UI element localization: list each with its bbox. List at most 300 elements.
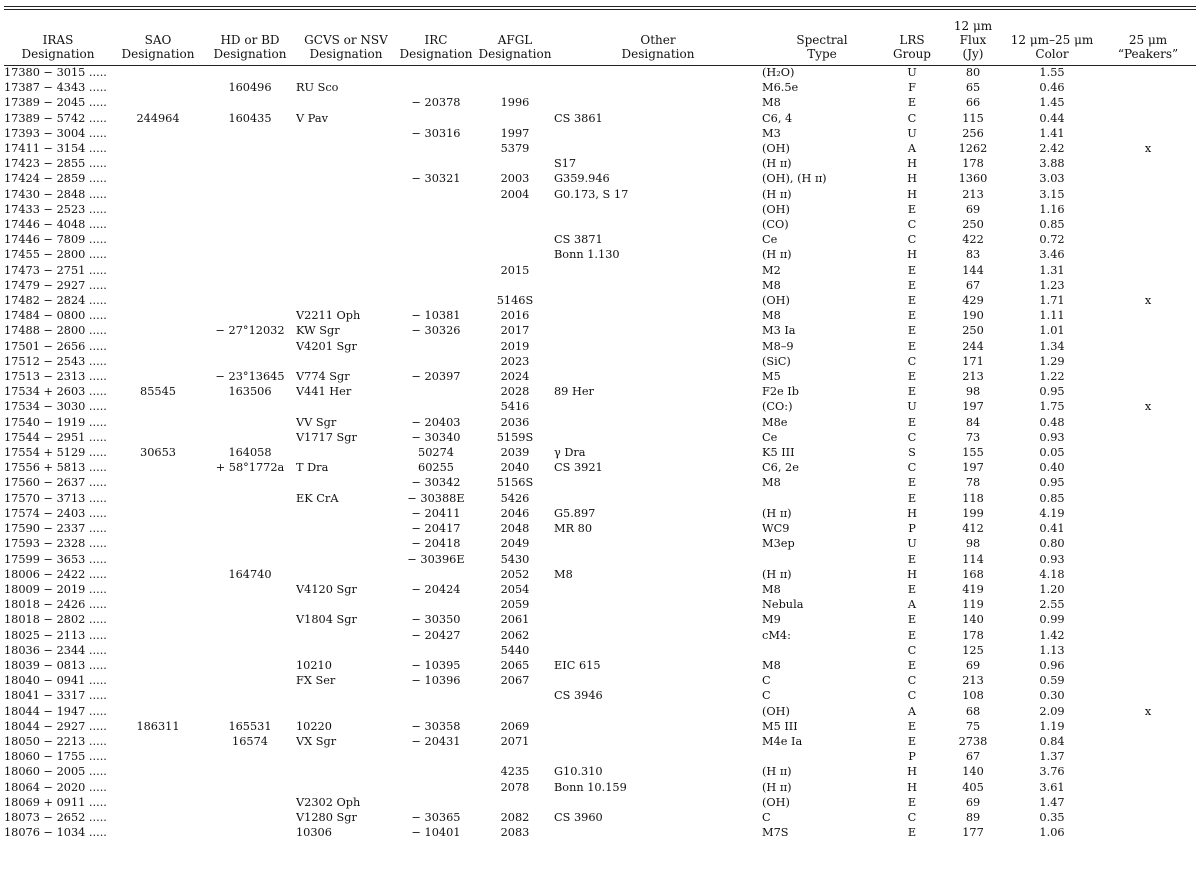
table-row	[4, 156, 1196, 171]
header-irc-designation-line: Designation	[399, 47, 473, 61]
cell-irc-designation: − 20427	[411, 628, 461, 642]
cell-spectral-type: M8	[762, 96, 781, 110]
cell-irc-designation: − 20418	[411, 537, 461, 551]
cell-flux-12um: 405	[962, 780, 984, 794]
cell-irc-designation	[396, 384, 476, 399]
cell-iras-designation: 18018 − 2802 .....	[4, 613, 107, 627]
cell-iras-designation: 17593 − 2328 .....	[4, 537, 107, 551]
cell-color-12-25um: 0.85	[1039, 491, 1065, 505]
cell-peakers-25um	[1100, 749, 1196, 764]
cell-afgl-designation: 2061	[500, 613, 530, 627]
cell-afgl-designation	[476, 217, 554, 232]
cell-hd-bd-designation: 164058	[228, 446, 272, 460]
cell-iras-designation: 17554 + 5129 .....	[4, 446, 107, 460]
cell-sao-designation	[112, 628, 204, 643]
cell-afgl-designation: 2036	[500, 415, 530, 429]
cell-peakers-25um	[1100, 339, 1196, 354]
cell-irc-designation: − 30388E	[407, 491, 465, 505]
cell-sao-designation	[112, 187, 204, 202]
cell-spectral-type: M5 III	[762, 719, 798, 733]
cell-peakers-25um	[1100, 643, 1196, 658]
cell-irc-designation: − 10381	[411, 309, 461, 323]
cell-hd-bd-designation	[204, 202, 296, 217]
cell-flux-12um: 213	[962, 187, 984, 201]
cell-flux-12um: 73	[965, 430, 981, 444]
cell-afgl-designation: 2024	[500, 370, 530, 384]
header-afgl-designation	[476, 14, 554, 65]
cell-iras-designation: 17430 − 2848 .....	[4, 187, 107, 201]
cell-sao-designation	[112, 764, 204, 779]
cell-other-designation: G5.897	[554, 506, 596, 520]
cell-flux-12um: 69	[965, 202, 981, 216]
cell-lrs-group: H	[907, 248, 917, 262]
header-afgl-designation-line: AFGL	[497, 33, 533, 47]
cell-peakers-25um	[1100, 764, 1196, 779]
cell-iras-designation: 17513 − 2313 .....	[4, 370, 107, 384]
cell-lrs-group: E	[907, 734, 917, 748]
cell-spectral-type: (OH)	[762, 795, 790, 809]
cell-color-12-25um: 0.95	[1039, 385, 1065, 399]
cell-color-12-25um: 1.55	[1039, 66, 1065, 79]
cell-spectral-type: M4e Ia	[762, 734, 803, 748]
cell-hd-bd-designation	[204, 415, 296, 430]
header-color-12-25um-line: Color	[1035, 47, 1069, 61]
cell-other-designation	[554, 308, 762, 323]
cell-color-12-25um: 1.41	[1039, 126, 1065, 140]
cell-irc-designation: − 20403	[411, 415, 461, 429]
cell-iras-designation: 17544 − 2951 .....	[4, 430, 107, 444]
cell-peakers-25um	[1100, 460, 1196, 475]
cell-afgl-designation: 2046	[500, 506, 530, 520]
cell-iras-designation: 17424 − 2859 .....	[4, 172, 107, 186]
cell-irc-designation	[396, 156, 476, 171]
cell-irc-designation: − 20424	[411, 582, 461, 596]
cell-lrs-group: C	[907, 810, 917, 824]
cell-hd-bd-designation: − 23°13645	[215, 370, 285, 384]
cell-sao-designation	[112, 247, 204, 262]
cell-hd-bd-designation	[204, 263, 296, 278]
cell-irc-designation: − 30326	[411, 324, 461, 338]
cell-iras-designation: 18060 − 2005 .....	[4, 765, 107, 779]
cell-other-designation: G359.946	[554, 172, 610, 186]
cell-other-designation: CS 3921	[554, 461, 603, 475]
cell-spectral-type: M6.5e	[762, 81, 799, 95]
cell-peakers-25um	[1100, 384, 1196, 399]
cell-peakers-25um	[1100, 202, 1196, 217]
cell-irc-designation	[396, 780, 476, 795]
cell-other-designation: EIC 615	[554, 658, 601, 672]
cell-lrs-group: A	[907, 142, 917, 156]
cell-flux-12um: 89	[965, 810, 981, 824]
cell-gcvs-nsv-designation	[296, 278, 396, 293]
cell-afgl-designation	[476, 156, 554, 171]
cell-spectral-type: (H ɪɪ)	[762, 506, 792, 520]
table-row	[4, 521, 1196, 536]
cell-spectral-type: (CO:)	[762, 400, 793, 414]
cell-peakers-25um	[1100, 658, 1196, 673]
cell-lrs-group: E	[907, 415, 917, 429]
cell-flux-12um: 250	[962, 324, 984, 338]
cell-irc-designation	[396, 339, 476, 354]
cell-sao-designation	[112, 278, 204, 293]
cell-gcvs-nsv-designation	[296, 628, 396, 643]
cell-hd-bd-designation	[204, 65, 296, 80]
cell-hd-bd-designation: 165531	[228, 719, 272, 733]
cell-sao-designation	[112, 780, 204, 795]
table-row	[4, 506, 1196, 521]
cell-flux-12um: 213	[962, 674, 984, 688]
cell-spectral-type: (OH)	[762, 142, 790, 156]
cell-afgl-designation: 2023	[500, 354, 530, 368]
cell-flux-12um: 177	[962, 826, 984, 840]
cell-color-12-25um: 4.19	[1039, 506, 1065, 520]
table-row	[4, 612, 1196, 627]
cell-other-designation: γ Dra	[554, 446, 586, 460]
cell-spectral-type: M3 Ia	[762, 324, 796, 338]
cell-spectral-type: (OH)	[762, 202, 790, 216]
cell-peakers-25um	[1100, 491, 1196, 506]
cell-color-12-25um: 0.80	[1039, 537, 1065, 551]
cell-lrs-group: E	[907, 294, 917, 308]
cell-afgl-designation: 5379	[500, 142, 530, 156]
table-row	[4, 825, 1196, 840]
cell-hd-bd-designation: 160435	[228, 111, 272, 125]
cell-other-designation	[554, 612, 762, 627]
cell-other-designation	[554, 354, 762, 369]
cell-flux-12um: 69	[965, 795, 981, 809]
cell-sao-designation	[112, 567, 204, 582]
cell-sao-designation	[112, 415, 204, 430]
header-spectral-type-line: Type	[807, 47, 837, 61]
cell-lrs-group: E	[907, 339, 917, 353]
cell-flux-12um: 140	[962, 613, 984, 627]
cell-sao-designation	[112, 308, 204, 323]
cell-color-12-25um: 1.71	[1039, 294, 1065, 308]
table-row	[4, 536, 1196, 551]
header-iras-designation-line: IRAS	[42, 33, 74, 47]
table-row	[4, 688, 1196, 703]
cell-irc-designation: − 20378	[411, 96, 461, 110]
cell-gcvs-nsv-designation: V441 Her	[296, 385, 352, 399]
cell-iras-designation: 18064 − 2020 .....	[4, 780, 107, 794]
table-row	[4, 202, 1196, 217]
cell-gcvs-nsv-designation: 10210	[296, 658, 332, 672]
cell-spectral-type: M8	[762, 309, 781, 323]
cell-irc-designation	[396, 141, 476, 156]
header-sao-designation	[112, 14, 204, 65]
cell-lrs-group: E	[907, 628, 917, 642]
cell-gcvs-nsv-designation: KW Sgr	[296, 324, 340, 338]
cell-hd-bd-designation	[204, 795, 296, 810]
cell-afgl-designation: 2083	[500, 826, 530, 840]
table-row	[4, 415, 1196, 430]
cell-lrs-group: A	[907, 598, 917, 612]
cell-flux-12um: 190	[962, 309, 984, 323]
cell-irc-designation: − 30316	[411, 126, 461, 140]
cell-sao-designation	[112, 156, 204, 171]
table-row	[4, 399, 1196, 414]
cell-afgl-designation: 2048	[500, 522, 530, 536]
cell-peakers-25um	[1100, 673, 1196, 688]
cell-color-12-25um: 1.75	[1039, 400, 1065, 414]
cell-hd-bd-designation: 160496	[228, 81, 272, 95]
cell-color-12-25um: 2.09	[1039, 704, 1065, 718]
cell-peakers-25um	[1100, 521, 1196, 536]
cell-other-designation	[554, 734, 762, 749]
cell-iras-designation: 18060 − 1755 .....	[4, 750, 107, 764]
cell-gcvs-nsv-designation: VX Sgr	[296, 734, 337, 748]
cell-spectral-type: F2e Ib	[762, 385, 799, 399]
cell-irc-designation	[396, 704, 476, 719]
cell-irc-designation	[396, 354, 476, 369]
header-flux-12um-line: (Jy)	[962, 47, 984, 61]
cell-iras-designation: 18041 − 3317 .....	[4, 689, 107, 703]
table-row	[4, 141, 1196, 156]
header-other-designation-line: Other	[640, 33, 676, 47]
cell-other-designation	[554, 597, 762, 612]
cell-iras-designation: 18018 − 2426 .....	[4, 598, 107, 612]
cell-flux-12um: 419	[962, 582, 984, 596]
cell-color-12-25um: 0.46	[1039, 81, 1065, 95]
cell-peakers-25um: x	[1144, 294, 1152, 308]
cell-flux-12um: 197	[962, 461, 984, 475]
cell-hd-bd-designation	[204, 308, 296, 323]
table-row	[4, 567, 1196, 582]
cell-flux-12um: 1360	[958, 172, 988, 186]
cell-afgl-designation: 2017	[500, 324, 530, 338]
cell-other-designation: S17	[554, 157, 577, 171]
cell-other-designation: M8	[554, 567, 573, 581]
cell-gcvs-nsv-designation: EK CrA	[296, 491, 339, 505]
cell-iras-designation: 17560 − 2637 .....	[4, 476, 107, 490]
cell-sao-designation	[112, 263, 204, 278]
cell-gcvs-nsv-designation: V Pav	[296, 111, 328, 125]
header-flux-12um-line: 12 μm	[953, 19, 993, 33]
cell-irc-designation	[396, 202, 476, 217]
cell-hd-bd-designation	[204, 536, 296, 551]
cell-flux-12um: 125	[962, 643, 984, 657]
cell-flux-12um: 68	[965, 704, 981, 718]
cell-spectral-type: cM4:	[762, 628, 791, 642]
cell-sao-designation	[112, 597, 204, 612]
header-flux-12um	[942, 14, 1004, 65]
cell-sao-designation	[112, 460, 204, 475]
cell-sao-designation	[112, 369, 204, 384]
cell-lrs-group: U	[907, 537, 917, 551]
cell-other-designation	[554, 673, 762, 688]
cell-gcvs-nsv-designation	[296, 399, 396, 414]
cell-other-designation: CS 3861	[554, 111, 603, 125]
cell-hd-bd-designation	[204, 339, 296, 354]
cell-lrs-group: H	[907, 172, 917, 186]
cell-flux-12um: 115	[962, 111, 984, 125]
cell-other-designation	[554, 95, 762, 110]
cell-iras-designation: 18036 − 2344 .....	[4, 643, 107, 657]
cell-flux-12um: 83	[965, 248, 981, 262]
cell-flux-12um: 244	[962, 339, 984, 353]
header-hd-bd-designation-line: HD or BD	[220, 33, 280, 47]
cell-lrs-group: A	[907, 704, 917, 718]
cell-sao-designation	[112, 749, 204, 764]
cell-gcvs-nsv-designation	[296, 187, 396, 202]
cell-iras-designation: 17570 − 3713 .....	[4, 491, 107, 505]
cell-peakers-25um	[1100, 111, 1196, 126]
cell-spectral-type: Nebula	[762, 598, 804, 612]
cell-hd-bd-designation	[204, 171, 296, 186]
header-gcvs-nsv-designation-line: GCVS or NSV	[304, 33, 388, 47]
cell-color-12-25um: 1.20	[1039, 582, 1065, 596]
table-row	[4, 491, 1196, 506]
header-flux-12um-line: Flux	[959, 33, 987, 47]
cell-gcvs-nsv-designation	[296, 567, 396, 582]
cell-lrs-group: E	[907, 826, 917, 840]
cell-spectral-type: M8	[762, 658, 781, 672]
cell-gcvs-nsv-designation	[296, 65, 396, 80]
cell-gcvs-nsv-designation	[296, 597, 396, 612]
table-row	[4, 460, 1196, 475]
cell-spectral-type: Ce	[762, 233, 778, 247]
cell-peakers-25um	[1100, 369, 1196, 384]
cell-other-designation	[554, 141, 762, 156]
cell-sao-designation	[112, 126, 204, 141]
cell-color-12-25um: 1.45	[1039, 96, 1065, 110]
cell-flux-12um: 155	[962, 446, 984, 460]
header-irc-designation-line: IRC	[424, 33, 448, 47]
cell-spectral-type: (OH)	[762, 294, 790, 308]
cell-flux-12um: 78	[965, 476, 981, 490]
table-row	[4, 780, 1196, 795]
cell-color-12-25um: 1.29	[1039, 354, 1065, 368]
cell-afgl-designation: 5416	[500, 400, 530, 414]
cell-lrs-group: E	[907, 552, 917, 566]
cell-other-designation: G10.310	[554, 765, 603, 779]
cell-lrs-group: S	[908, 446, 916, 460]
cell-peakers-25um	[1100, 80, 1196, 95]
header-peakers-25um-line: “Peakers”	[1117, 47, 1179, 61]
table-row	[4, 810, 1196, 825]
cell-gcvs-nsv-designation	[296, 521, 396, 536]
cell-gcvs-nsv-designation	[296, 263, 396, 278]
table-row	[4, 597, 1196, 612]
cell-irc-designation: − 10395	[411, 658, 461, 672]
cell-lrs-group: E	[907, 385, 917, 399]
header-gcvs-nsv-designation-line: Designation	[309, 47, 383, 61]
cell-sao-designation	[112, 232, 204, 247]
cell-spectral-type: (H₂O)	[762, 66, 795, 79]
cell-gcvs-nsv-designation	[296, 247, 396, 262]
cell-afgl-designation: 2078	[500, 780, 530, 794]
header-spectral-type	[762, 14, 882, 65]
cell-iras-designation: 17534 − 3030 .....	[4, 400, 107, 414]
cell-sao-designation	[112, 643, 204, 658]
cell-color-12-25um: 2.55	[1039, 598, 1065, 612]
cell-spectral-type: (H ɪɪ)	[762, 157, 792, 171]
cell-lrs-group: H	[907, 780, 917, 794]
cell-spectral-type: C6, 2e	[762, 461, 799, 475]
cell-flux-12um: 75	[965, 719, 981, 733]
cell-spectral-type: M8	[762, 476, 781, 490]
cell-lrs-group: E	[907, 491, 917, 505]
cell-color-12-25um: 0.40	[1039, 461, 1065, 475]
cell-irc-designation: − 30365	[411, 810, 461, 824]
cell-afgl-designation	[476, 278, 554, 293]
cell-afgl-designation: 2049	[500, 537, 530, 551]
cell-flux-12um: 429	[962, 294, 984, 308]
cell-lrs-group: E	[907, 278, 917, 292]
cell-other-designation	[554, 65, 762, 80]
cell-color-12-25um: 0.59	[1039, 674, 1065, 688]
cell-color-12-25um: 1.23	[1039, 278, 1065, 292]
table-row	[4, 445, 1196, 460]
cell-iras-designation: 18076 − 1034 .....	[4, 826, 107, 840]
cell-sao-designation	[112, 536, 204, 551]
cell-sao-designation	[112, 491, 204, 506]
cell-hd-bd-designation	[204, 247, 296, 262]
cell-other-designation	[554, 126, 762, 141]
cell-gcvs-nsv-designation: VV Sgr	[296, 415, 337, 429]
cell-other-designation: CS 3946	[554, 689, 603, 703]
cell-irc-designation: − 30396E	[407, 552, 465, 566]
cell-hd-bd-designation: 163506	[228, 385, 272, 399]
cell-gcvs-nsv-designation	[296, 764, 396, 779]
cell-lrs-group: F	[908, 81, 916, 95]
cell-spectral-type: M2	[762, 263, 781, 277]
cell-hd-bd-designation	[204, 673, 296, 688]
cell-other-designation: Bonn 1.130	[554, 248, 620, 262]
header-other-designation-line: Designation	[621, 47, 695, 61]
cell-iras-designation: 17512 − 2543 .....	[4, 354, 107, 368]
cell-sao-designation	[112, 552, 204, 567]
table-row	[4, 628, 1196, 643]
cell-iras-designation: 17473 − 2751 .....	[4, 263, 107, 277]
cell-irc-designation	[396, 232, 476, 247]
cell-color-12-25um: 0.35	[1039, 810, 1065, 824]
cell-afgl-designation: 2003	[500, 172, 530, 186]
cell-color-12-25um: 3.46	[1039, 248, 1065, 262]
cell-color-12-25um: 3.15	[1039, 187, 1065, 201]
cell-irc-designation: − 20431	[411, 734, 461, 748]
table-row	[4, 111, 1196, 126]
cell-flux-12um: 84	[965, 415, 981, 429]
cell-peakers-25um	[1100, 430, 1196, 445]
cell-color-12-25um: 1.34	[1039, 339, 1065, 353]
cell-irc-designation: 60255	[418, 461, 454, 475]
cell-other-designation: CS 3960	[554, 810, 603, 824]
cell-other-designation: G0.173, S 17	[554, 187, 629, 201]
cell-gcvs-nsv-designation	[296, 643, 396, 658]
cell-afgl-designation: 2015	[500, 263, 530, 277]
cell-hd-bd-designation	[204, 597, 296, 612]
cell-gcvs-nsv-designation	[296, 217, 396, 232]
cell-flux-12um: 171	[962, 354, 984, 368]
cell-hd-bd-designation	[204, 810, 296, 825]
cell-hd-bd-designation	[204, 399, 296, 414]
cell-spectral-type: M8	[762, 582, 781, 596]
cell-iras-designation: 18073 − 2652 .....	[4, 810, 107, 824]
cell-iras-designation: 18009 − 2019 .....	[4, 582, 107, 596]
cell-afgl-designation: 2067	[500, 674, 530, 688]
cell-sao-designation	[112, 688, 204, 703]
cell-lrs-group: E	[907, 324, 917, 338]
cell-irc-designation: − 30321	[411, 172, 461, 186]
cell-lrs-group: H	[907, 157, 917, 171]
cell-sao-designation	[112, 339, 204, 354]
cell-lrs-group: E	[907, 582, 917, 596]
cell-afgl-designation: 1996	[500, 96, 530, 110]
cell-spectral-type: WC9	[762, 522, 790, 536]
cell-flux-12um: 98	[965, 385, 981, 399]
cell-peakers-25um	[1100, 445, 1196, 460]
